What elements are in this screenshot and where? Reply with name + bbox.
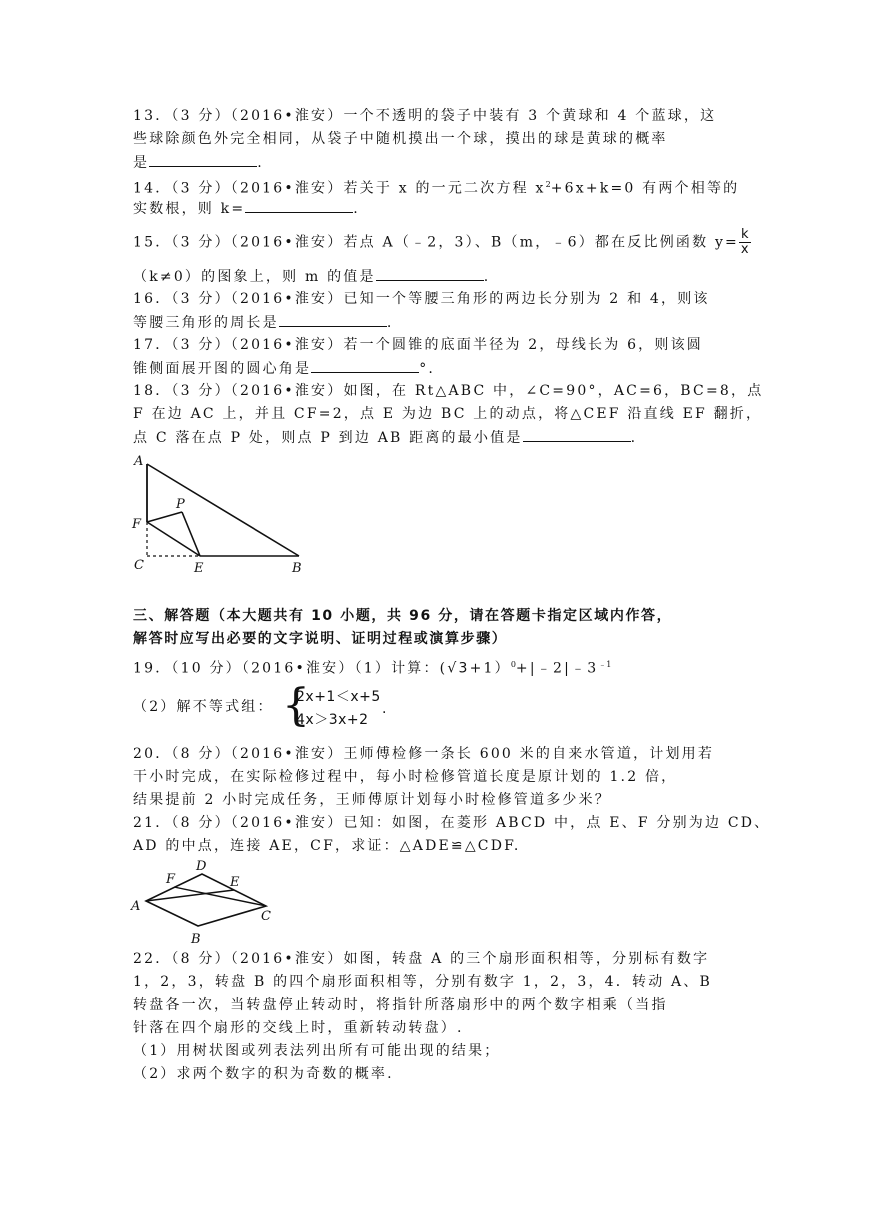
q15-frac-denominator: x [740, 242, 749, 257]
q16-text: 等腰三角形的周长是 [133, 315, 279, 331]
q15-answer-blank[interactable] [376, 266, 484, 281]
segment-fe [147, 522, 200, 556]
q22-line-6: （2）求两个数字的积为奇数的概率. [133, 1066, 394, 1082]
q14-period: . [353, 201, 360, 217]
segment-fp [147, 512, 182, 522]
label-e: E [230, 875, 240, 890]
q18-period: . [630, 430, 638, 446]
segment-cf [174, 887, 266, 906]
q15-line-2 [133, 266, 490, 287]
label-a: A [131, 899, 141, 914]
q22-line-4: 针落在四个扇形的交线上时，重新转动转盘）. [133, 1020, 464, 1036]
rhombus-abcd [146, 874, 266, 926]
label-p: P [176, 497, 185, 512]
q17-answer-blank[interactable] [311, 358, 419, 373]
q19-text-b: +1） [469, 660, 511, 677]
q15-frac-numerator: k [741, 227, 749, 242]
q13-line-2: 些球除颜色外完全相同，从袋子中随机摸出一个球，摸出的球是黄球的概率 [133, 131, 668, 147]
q18-line-3 [133, 427, 637, 448]
label-b: B [292, 561, 302, 576]
q19-line-1 [133, 655, 611, 679]
q19-text-c: +|﹣2|﹣3 [515, 660, 599, 677]
q19-part2-label: （2）解不等式组： [133, 699, 274, 715]
q17-text: 锥侧面展开图的圆心角是 [133, 361, 312, 377]
q13-line-1: 13．（3 分）（2016•淮安）一个不透明的袋子中装有 3 个黄球和 4 个蓝球，这 [133, 108, 717, 124]
q16-line-1: 16．（3 分）（2016•淮安）已知一个等腰三角形的两边长分别为 2 和 4，则该 [133, 291, 710, 307]
section-3-heading-line-2: 解答时应写出必要的文字说明、证明过程或演算步骤） [133, 631, 508, 647]
q16-answer-blank[interactable] [279, 312, 387, 327]
label-f: F [166, 872, 176, 887]
inequality-1: 2x+1＜x+5 [296, 689, 381, 705]
q19-period: . [382, 701, 387, 717]
q15-period: . [483, 269, 491, 285]
q17-degree: °. [419, 361, 436, 377]
q14-answer-blank[interactable] [245, 198, 353, 213]
label-c: C [134, 558, 144, 573]
q15-line-1 [133, 228, 751, 257]
q21-line-2: AD 的中点，连接 AE，CF，求证：△ADE≌△CDF. [133, 838, 521, 854]
q14-line-2 [133, 198, 360, 219]
q19-exponent-neg-one: ﹣1 [598, 660, 612, 669]
label-d: D [196, 859, 207, 874]
q17-line-2 [133, 358, 435, 379]
q14-text-c: 实数根，则 k= [133, 201, 246, 217]
q13-text: 是 [133, 155, 150, 171]
q14-text-a: 14．（3 分）（2016•淮安）若关于 x 的一元二次方程 x [133, 180, 546, 197]
q22-line-1: 22．（8 分）（2016•淮安）如图，转盘 A 的三个扇形面积相等，分别标有数字 [133, 951, 710, 967]
q16-period: . [386, 315, 394, 331]
q18-answer-blank[interactable] [523, 427, 631, 442]
q15-fraction [739, 228, 751, 257]
q18-line-1: 18．（3 分）（2016•淮安）如图，在 Rt△ABC 中，∠C=90°，AC=6，BC=8，点 [133, 383, 764, 399]
q21-rhombus-figure [128, 855, 278, 950]
q14-text-b: +6x+k=0 有两个相等的 [550, 180, 740, 197]
inequality-2: 4x＞3x+2 [296, 712, 369, 728]
q22-line-3: 转盘各一次，当转盘停止转动时，将指针所落扇形中的两个数字相乘（当指 [133, 997, 668, 1013]
q21-line-1: 21．（8 分）（2016•淮安）已知：如图，在菱形 ABCD 中，点 E、F 分别为边 CD、 [133, 815, 771, 831]
q20-line-2: 干小时完成，在实际检修过程中，每小时检修管道长度是原计划的 1.2 倍， [133, 769, 678, 785]
q18-text: 点 C 落在点 P 处，则点 P 到边 AB 距离的最小值是 [133, 430, 523, 446]
q13-period: . [257, 155, 264, 171]
label-a: A [134, 454, 144, 469]
label-b: B [191, 932, 201, 947]
q13-answer-blank[interactable] [149, 152, 257, 167]
q15-text-b: （k≠0）的图象上，则 m 的值是 [133, 269, 376, 285]
q19-sqrt: √3 [447, 660, 470, 677]
q20-line-3: 结果提前 2 小时完成任务，王师傅原计划每小时检修管道多少米？ [133, 792, 612, 808]
q19-exponent-zero: 0 [510, 660, 516, 669]
q20-line-1: 20．（8 分）（2016•淮安）王师傅检修一条长 600 米的自来水管道，计划用若 [133, 746, 715, 762]
q19-inequality-system [282, 680, 392, 731]
q17-line-1: 17．（3 分）（2016•淮安）若一个圆锥的底面半径为 2，母线长为 6，则该圆 [133, 337, 703, 353]
q14-line-1 [133, 175, 739, 199]
q22-line-2: 1，2，3，转盘 B 的四个扇形面积相等，分别有数字 1，2，3，4．转动 A、B [133, 974, 713, 990]
label-f: F [132, 517, 142, 532]
segment-ab [147, 464, 299, 556]
section-3-heading-line-1: 三、解答题（本大题共有 10 小题，共 96 分，请在答题卡指定区域内作答， [133, 608, 673, 624]
q13-line-3 [133, 152, 264, 173]
brace-icon: { [282, 680, 310, 731]
q19-text-a: 19．（10 分）（2016•淮安）（1）计算：( [133, 660, 448, 677]
label-e: E [194, 561, 204, 576]
q22-line-5: （1）用树状图或列表法列出所有可能出现的结果； [133, 1043, 501, 1059]
q14-exponent: 2 [545, 180, 551, 189]
q18-triangle-figure [128, 450, 318, 580]
q18-line-2: F 在边 AC 上，并且 CF=2，点 E 为边 BC 上的动点，将△CEF 沿直线 EF 翻折， [133, 406, 763, 422]
q15-text-a: 15．（3 分）（2016•淮安）若点 A（﹣2，3）、B（m，﹣6）都在反比例函数 y= [133, 234, 739, 251]
q16-line-2 [133, 312, 393, 333]
label-c: C [261, 909, 271, 924]
